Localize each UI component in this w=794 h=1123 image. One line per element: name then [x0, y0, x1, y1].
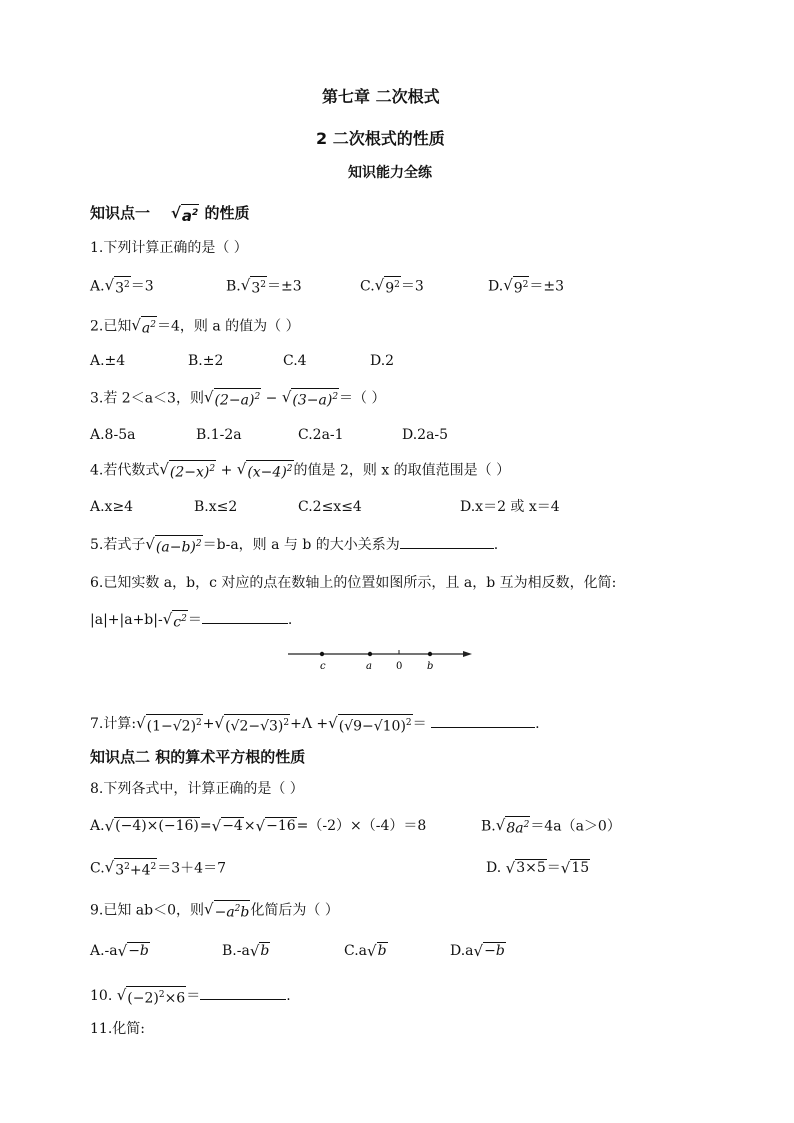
- q1-option-d: D. √ $9^2$ ＝±3: [488, 276, 565, 297]
- q3-option-d: D.2a-5: [402, 427, 449, 443]
- q8-option-d: D. √ 3×5 ＝ √ 15: [486, 859, 590, 877]
- q8-option-a: A. √ (−4)×(−16) = √ −4 × √ −16 =（-2）×（-4）＝8: [90, 817, 427, 835]
- q5-answer-blank[interactable]: [400, 533, 494, 549]
- knowledge-point-1: 知识点一 √ $a^2$ 的性质: [90, 203, 250, 225]
- point-a: [368, 652, 372, 656]
- q9-option-d: D.a √ −b: [450, 942, 505, 960]
- point-b: [428, 652, 432, 656]
- question-8-stem: 8.下列各式中，计算正确的是（ ）: [90, 781, 304, 797]
- question-11-stem: 11.化简:: [90, 1021, 145, 1037]
- q4-option-b: B.x≤2: [194, 499, 238, 515]
- q1-option-a: A. √ $3^2$ ＝3: [90, 276, 154, 297]
- q1-option-c: C. √ $9^2$ ＝3: [360, 276, 424, 297]
- question-10-stem: 10. √ $(-2)^2\times 6$ ＝ .: [90, 985, 291, 1007]
- q4-option-d: D.x＝2 或 x＝4: [460, 499, 560, 515]
- label-zero: 0: [396, 661, 403, 672]
- section-title: 2 二次根式的性质: [316, 129, 445, 148]
- question-7-stem: 7.计算: √ $(1-√2)^2$ + √ $(√2-√3)^2$ +Λ + √ $(√9-√10)^2$ ＝ .: [90, 713, 540, 735]
- chapter-title: 第七章 二次根式: [322, 87, 440, 106]
- question-3-stem: 3.若 2＜a＜3，则 √ $(2-a)^2$ − √ $(3-a)^2$ ＝（ ）: [90, 388, 386, 409]
- label-b: b: [427, 661, 434, 672]
- q3-option-c: C.2a-1: [298, 427, 344, 443]
- q2-option-a: A.±4: [90, 353, 126, 369]
- q4-option-c: C.2≤x≤4: [298, 499, 362, 515]
- knowledge-point-2: 知识点二 积的算术平方根的性质: [90, 748, 306, 766]
- number-line-figure: [280, 640, 480, 676]
- q1-option-b: B. √ $3^2$ ＝±3: [226, 276, 302, 297]
- question-4-stem: 4.若代数式 √ $(2-x)^2$ + √ $(x-4)^2$ 的值是 2，则 x 的取值范围是（ ）: [90, 460, 511, 481]
- q9-option-b: B.-a √ b: [222, 942, 270, 960]
- q7-answer-blank[interactable]: [431, 712, 535, 728]
- number-line-arrow: [463, 651, 472, 657]
- q9-option-a: A.-a √ −b: [90, 942, 149, 960]
- question-6-stem: 6.已知实数 a，b，c 对应的点在数轴上的位置如图所示，且 a，b 互为相反数，化简:: [90, 575, 617, 591]
- page-subtitle: 知识能力全练: [348, 165, 432, 181]
- q2-option-b: B.±2: [188, 353, 224, 369]
- question-1-stem: 1.下列计算正确的是（ ）: [90, 240, 248, 256]
- q9-option-c: C.a √ b: [344, 942, 387, 960]
- label-a: a: [366, 661, 372, 672]
- q2-option-d: D.2: [370, 353, 395, 369]
- q3-option-b: B.1-2a: [196, 427, 242, 443]
- q2-option-c: C.4: [283, 353, 307, 369]
- point-c: [320, 652, 324, 656]
- q4-option-a: A.x≥4: [90, 499, 134, 515]
- q8-option-b: B. √ $8a^2$ ＝4a（a＞0）: [481, 816, 621, 837]
- question-9-stem: 9.已知 ab＜0，则 √ $-a^2b$ 化简后为（ ）: [90, 900, 339, 921]
- q8-option-c: C. √ $3^2+4^2$ ＝3＋4＝7: [90, 858, 226, 879]
- label-c: c: [320, 661, 326, 672]
- question-2-stem: 2.已知 √ $a^2$ ＝4，则 a 的值为（ ）: [90, 316, 300, 337]
- q10-answer-blank[interactable]: [200, 984, 286, 1000]
- question-6-expression: |a|+|a+b|- √ $c^2$ ＝ .: [90, 609, 293, 631]
- q3-option-a: A.8-5a: [90, 427, 136, 443]
- q6-answer-blank[interactable]: [202, 608, 288, 624]
- question-5-stem: 5.若式子 √ $(a-b)^2$ ＝b-a，则 a 与 b 的大小关系为 .: [90, 534, 499, 556]
